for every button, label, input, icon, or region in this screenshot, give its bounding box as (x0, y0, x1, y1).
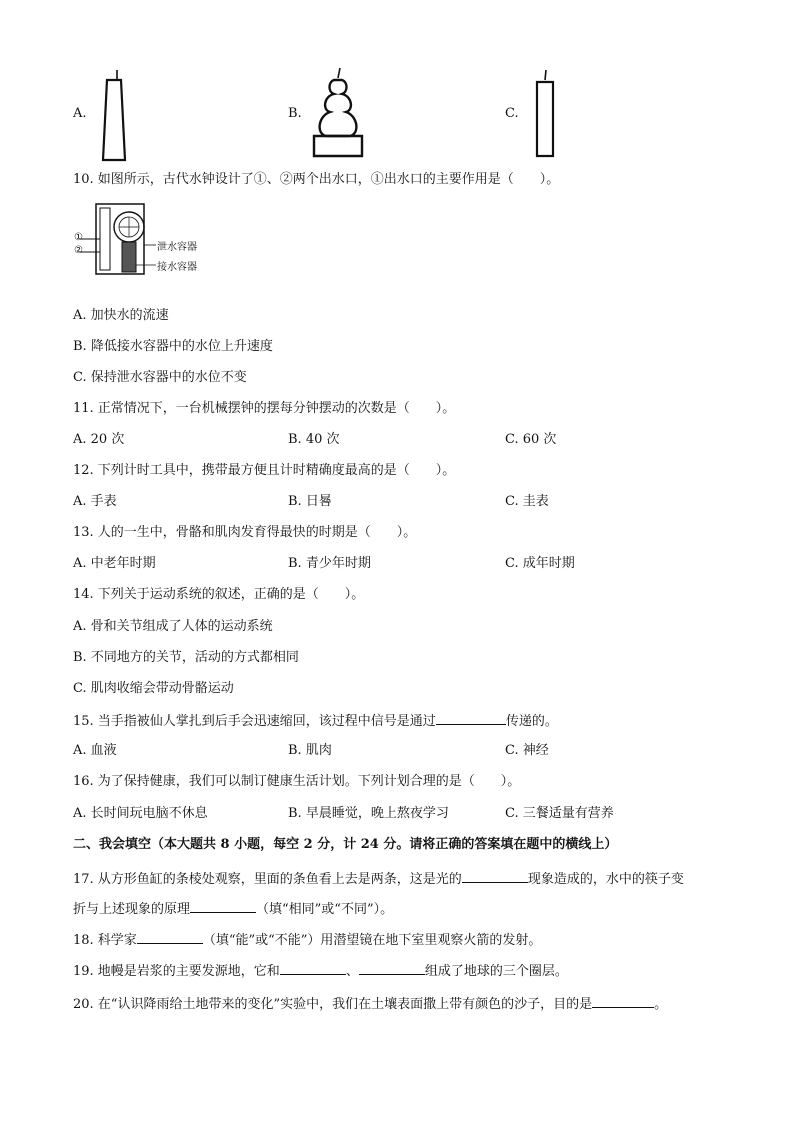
q10-outlet1-label: ① (74, 232, 83, 243)
q17-line2-b: （填“相同”或“不同”）。 (256, 902, 394, 917)
q17-line1-b: 现象造成的，水中的筷子变 (527, 872, 684, 887)
q15-option-b: B. 肌肉 (288, 743, 332, 758)
q19-answer-blank-1[interactable] (280, 961, 346, 975)
q17-line2-a: 折与上述现象的原理 (73, 902, 191, 917)
q12-stem: 12. 下列计时工具中，携带最方便且计时精确度最高的是（ ）。 (73, 463, 456, 478)
q10-option-a: A. 加快水的流速 (73, 308, 169, 323)
q14-option-c: C. 肌肉收缩会带动骨骼运动 (73, 681, 234, 696)
q17-line1 (73, 869, 684, 889)
q12-option-a: A. 手表 (73, 494, 117, 509)
q13-stem: 13. 人的一生中，骨骼和肌肉发育得最快的时期是（ ）。 (73, 525, 417, 540)
q20-answer-blank[interactable] (592, 994, 654, 1008)
q13-option-a: A. 中老年时期 (73, 556, 156, 571)
q16-stem: 16. 为了保持健康，我们可以制订健康生活计划。下列计划合理的是（ ）。 (73, 774, 521, 789)
q9-option-c-figure (528, 68, 564, 160)
q11-option-c: C. 60 次 (505, 432, 557, 447)
q14-option-a: A. 骨和关节组成了人体的运动系统 (73, 619, 273, 634)
q12-option-c: C. 圭表 (505, 494, 549, 509)
q10-option-b: B. 降低接水容器中的水位上升速度 (73, 339, 273, 354)
q10-water-clock-figure (74, 200, 224, 280)
q15-stem (73, 711, 558, 731)
q20-b: 。 (654, 997, 668, 1012)
q11-option-a: A. 20 次 (73, 432, 125, 447)
q13-option-c: C. 成年时期 (505, 556, 575, 571)
q17-answer-blank-2[interactable] (190, 899, 256, 913)
q16-option-a: A. 长时间玩电脑不休息 (73, 806, 208, 821)
q10-outlet2-label: ② (74, 245, 83, 256)
q19-stem (73, 961, 568, 981)
q18-stem (73, 930, 541, 950)
q16-option-c: C. 三餐适量有营养 (505, 806, 614, 821)
q17-line1-a: 17. 从方形鱼缸的条棱处观察，里面的条鱼看上去是两条，这是光的 (73, 872, 462, 887)
q19-c: 组成了地球的三个圈层。 (424, 964, 568, 979)
q19-b: 、 (345, 964, 359, 979)
q9-option-c-label: C. (505, 106, 519, 121)
q18-a: 18. 科学家 (73, 933, 137, 948)
q14-stem: 14. 下列关于运动系统的叙述，正确的是（ ）。 (73, 587, 365, 602)
q18-answer-blank[interactable] (137, 930, 203, 944)
q9-option-a-figure (95, 68, 135, 164)
q15-option-c: C. 神经 (505, 743, 549, 758)
q11-option-b: B. 40 次 (288, 432, 340, 447)
q9-option-a-label: A. (73, 106, 87, 121)
q17-line2 (73, 899, 393, 919)
q15-option-a: A. 血液 (73, 743, 117, 758)
q20-a: 20. 在“认识降雨给土地带来的变化”实验中，我们在土壤表面撒上带有颜色的沙子，目的是 (73, 997, 593, 1012)
q19-a: 19. 地幔是岩浆的主要发源地，它和 (73, 964, 280, 979)
q12-option-b: B. 日晷 (288, 494, 332, 509)
q15-answer-blank[interactable] (436, 711, 506, 725)
q15-stem-before: 15. 当手指被仙人掌扎到后手会迅速缩回，该过程中信号是通过 (73, 714, 436, 729)
q17-answer-blank-1[interactable] (462, 869, 528, 883)
q10-receive-container-label: 接水容器 (157, 262, 197, 273)
q20-stem (73, 994, 667, 1014)
q19-answer-blank-2[interactable] (359, 961, 425, 975)
q16-option-b: B. 早晨睡觉，晚上熬夜学习 (288, 806, 449, 821)
q9-option-b-label: B. (288, 106, 302, 121)
q10-stem: 10. 如图所示，古代水钟设计了①、②两个出水口，①出水口的主要作用是（ ）。 (73, 172, 560, 187)
q18-b: （填“能”或“不能”）用潜望镜在地下室里观察火箭的发射。 (202, 933, 542, 948)
q14-option-b: B. 不同地方的关节，活动的方式都相同 (73, 650, 299, 665)
q10-drain-container-label: 泄水容器 (157, 242, 197, 253)
q10-option-c: C. 保持泄水容器中的水位不变 (73, 370, 247, 385)
q15-stem-after: 传递的。 (505, 714, 558, 729)
section-2-title: 二、我会填空（本大题共 8 小题，每空 2 分，计 24 分。请将正确的答案填在题中的横线上） (73, 837, 618, 852)
q13-option-b: B. 青少年时期 (288, 556, 371, 571)
q11-stem: 11. 正常情况下，一台机械摆钟的摆每分钟摆动的次数是（ ）。 (73, 401, 456, 416)
q9-option-b-figure (308, 66, 368, 160)
